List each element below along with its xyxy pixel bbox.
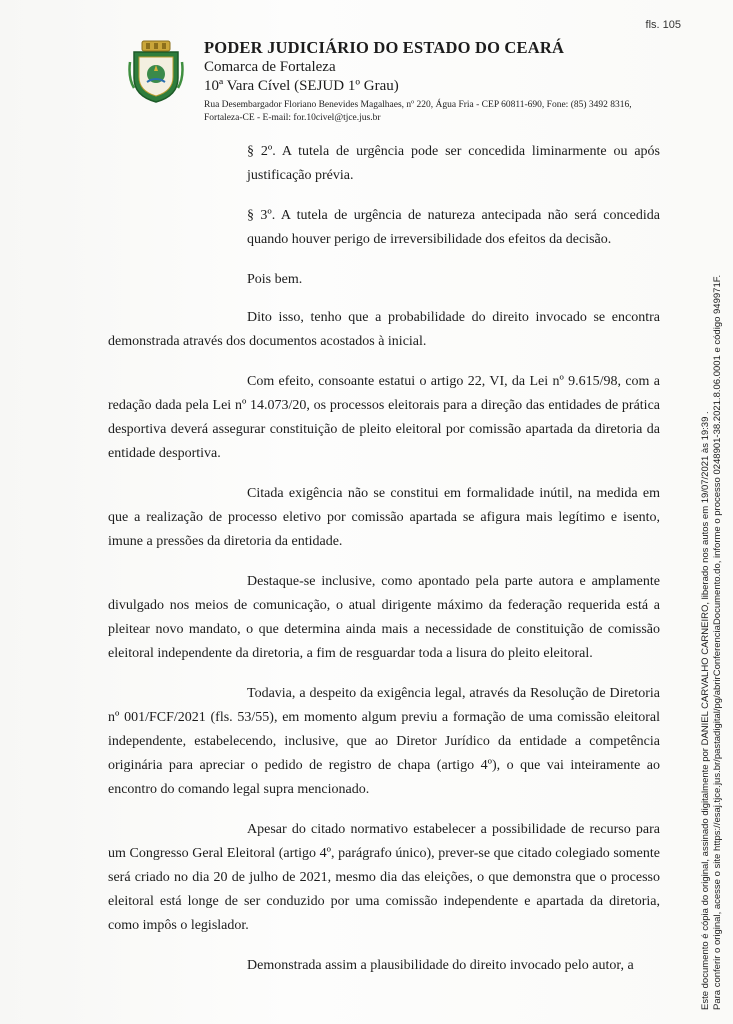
address-line-2: Fortaleza-CE - E-mail: for.10civel@tjce.jus.br: [204, 113, 381, 123]
stamp-line-1: Este documento é cópia do original, assinado digitalmente por DANIEL CARVALHO CARNEIRO, liberado nos autos em 19/07/2021 às 19:39 .: [700, 411, 711, 1010]
decision-body: [108, 140, 660, 994]
court-header: [204, 38, 664, 125]
paragraph-com-efeito: Com efeito, consoante estatui o artigo 22, VI, da Lei nº 9.615/98, com a redação dada pela Lei nº 14.073/20, os processos eleitorais para a direção das entidades de prática desportiva deverá assegurar constituição de pleito eleitoral por comissão apartada da diretoria da entidade desportiva.: [108, 374, 660, 461]
digital-signature-stamp: [700, 140, 724, 1010]
page-number: fls. 105: [645, 19, 681, 31]
paragraph-3: § 3º. A tutela de urgência de natureza antecipada não será concedida quando houver perigo de irreversibilidade dos efeitos da decisão.: [247, 208, 660, 247]
paragraph-todavia: Todavia, a despeito da exigência legal, através da Resolução de Diretoria nº 001/FCF/2021 (fls. 53/55), em momento algum previu a formação de uma comissão eleitoral independente, estabelecendo, inclusive, que ao Diretor Jurídico da entidade a competência originária para apreciar o pedido de registro de chapa (artigo 4º), o que vai inteiramente ao encontro do comando legal supra mencionado.: [108, 686, 660, 797]
state-coat-of-arms-icon: [128, 38, 184, 104]
court-address: [204, 99, 664, 125]
paragraph-apesar: Apesar do citado normativo estabelecer a possibilidade de recurso para um Congresso Geral Eleitoral (artigo 4º, parágrafo único), prever-se que citado colegiado somente será criado no dia 20 de julho de 2021, mesmo dia das eleições, o que demonstra que o processo eleitoral está longe de ser conduzido por uma comissão independente e apartada da diretoria, como impôs o legislador.: [108, 822, 660, 933]
comarca-name: Comarca de Fortaleza: [204, 59, 336, 75]
paragraph-destaque: Destaque-se inclusive, como apontado pela parte autora e amplamente divulgado nos meios de comunicação, o atual dirigente máximo da federação requerida está a pleitear novo mandato, o que determina ainda mais a necessidade de constituição de comissão eleitoral independente da diretoria, a fim de resguardar toda a lisura do pleito eleitoral.: [108, 574, 660, 661]
paragraph-2: § 2º. A tutela de urgência pode ser concedida liminarmente ou após justificação prévia.: [247, 144, 660, 183]
paragraph-demonstrada: Demonstrada assim a plausibilidade do direito invocado pelo autor, a: [247, 958, 634, 973]
stamp-line-2: Para conferir o original, acesse o site https://esaj.tjce.jus.br/pastadigital/pg/abrirConferenciaDocumento.do, informe o processo 0248901-38.2021.8.06.0001 e código 949971F.: [712, 274, 723, 1010]
court-name: PODER JUDICIÁRIO DO ESTADO DO CEARÁ: [204, 38, 565, 57]
paragraph-pois-bem: Pois bem.: [247, 272, 303, 287]
address-line-1: Rua Desembargador Floriano Benevides Magalhaes, nº 220, Água Fria - CEP 60811-690, Fone: (85) 3492 8316,: [204, 100, 632, 110]
paragraph-citada-exigencia: Citada exigência não se constitui em formalidade inútil, na medida em que a realização de processo eletivo por comissão apartada se afigura mais legítimo e isento, imune a pressões da diretoria da entidade.: [108, 486, 660, 549]
vara-name: 10ª Vara Cível (SEJUD 1º Grau): [204, 78, 399, 94]
paragraph-probabilidade: Dito isso, tenho que a probabilidade do direito invocado se encontra demonstrada através dos documentos acostados à inicial.: [108, 310, 660, 349]
